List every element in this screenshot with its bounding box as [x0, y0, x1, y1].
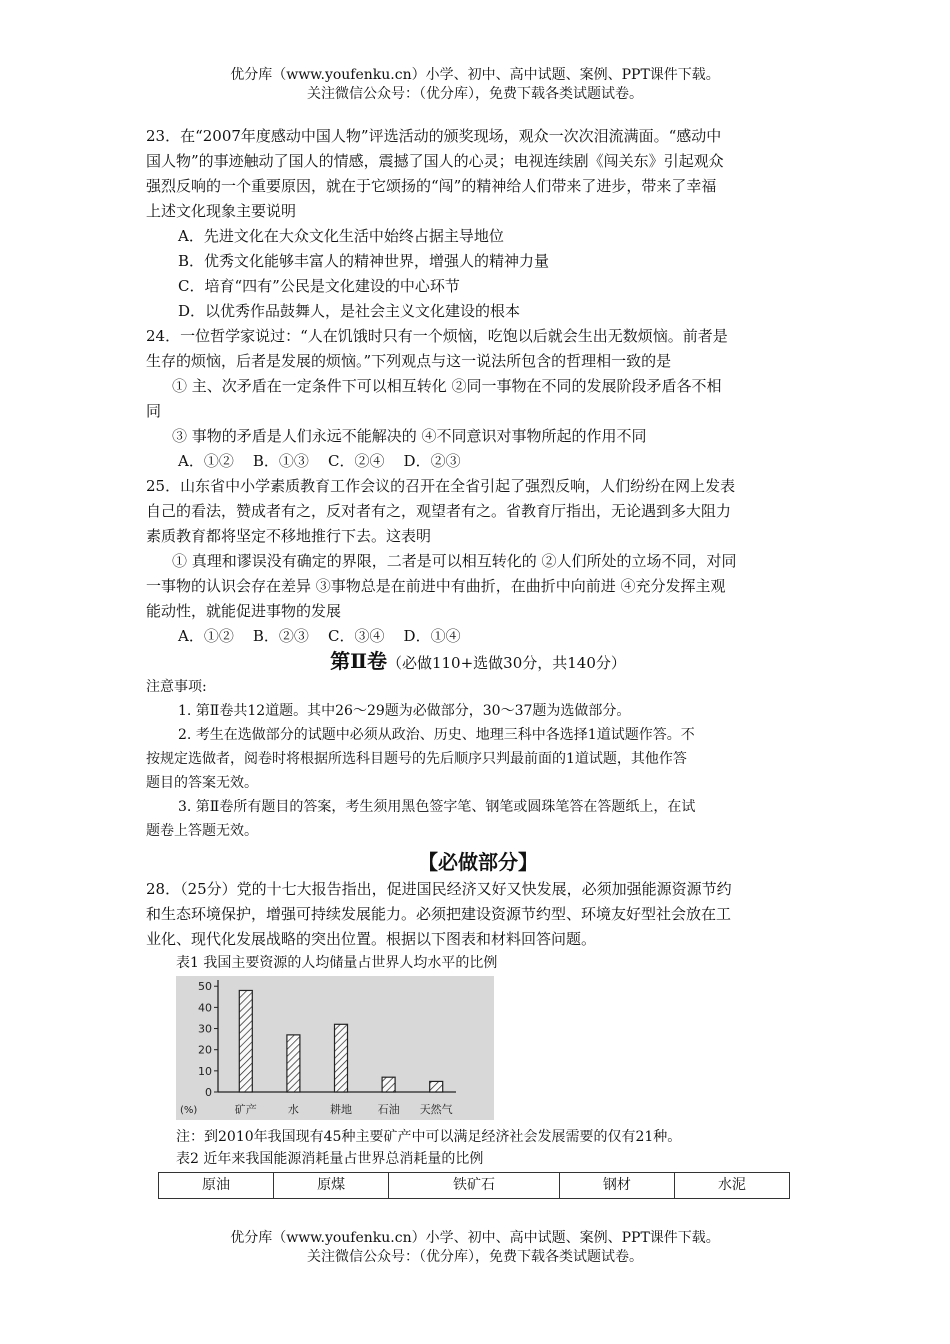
notice-item-2-cont: 按规定选做者，阅卷时将根据所选科目题号的先后顺序只判最前面的1道试题，其他作答	[146, 751, 687, 767]
notice-item-1: 1. 第Ⅱ卷共12道题。其中26～29题为必做部分，30～37题为选做部分。	[178, 703, 631, 719]
q23-stem-line: 国人物”的事迹触动了国人的情感，震撼了国人的心灵；电视连续剧《闯关东》引起观众	[146, 152, 724, 170]
q25-items-line: 能动性，就能促进事物的发展	[146, 602, 342, 620]
header-line-1: 优分库（www.youfenku.cn）小学、初中、高中试题、案例、PPT课件下载。	[230, 67, 720, 83]
y-tick-label: 30	[198, 1022, 212, 1036]
q25-stem-line: 素质教育都将坚定不移地推行下去。这表明	[146, 527, 432, 545]
y-tick-label: 40	[198, 1001, 212, 1015]
y-tick-label: 20	[198, 1043, 212, 1057]
chart-labels	[180, 980, 453, 1116]
exam-content	[146, 124, 810, 1199]
q28-note: 注：到2010年我国现有45种主要矿产中可以满足经济社会发展需要的仅有21种。	[176, 1129, 682, 1145]
footer-line-1: 优分库（www.youfenku.cn）小学、初中、高中试题、案例、PPT课件下载。	[230, 1230, 720, 1246]
notice-block	[146, 675, 810, 843]
q28-stem-line: 业化、现代化发展战略的突出位置。根据以下图表和材料回答问题。	[146, 930, 597, 948]
q24-stem-line: 生存的烦恼，后者是发展的烦恼。”下列观点与这一说法所包含的哲理相一致的是	[146, 352, 672, 370]
q23-stem-line: 上述文化现象主要说明	[146, 202, 297, 220]
part2-title-line	[146, 649, 810, 675]
q25-items-line-1: ① 真理和谬误没有确定的界限，二者是可以相互转化的 ②人们所处的立场不同，对同	[172, 552, 737, 570]
page-footer	[0, 1229, 950, 1267]
footer-line-2: 关注微信公众号：（优分库），免费下载各类试题试卷。	[307, 1249, 643, 1265]
category-label: 石油	[377, 1103, 400, 1116]
q24-stem-line: 24．一位哲学家说过：“人在饥饿时只有一个烦恼，吃饱以后就会生出无数烦恼。前者是	[146, 327, 728, 345]
category-label: 矿产	[234, 1103, 257, 1116]
table1-caption: 表1 我国主要资源的人均储量占世界人均水平的比例	[176, 955, 498, 971]
q23-stem-line: 强烈反响的一个重要原因，就在于它颂扬的“闯”的精神给人们带来了进步，带来了幸福	[146, 177, 717, 195]
table2-header-cell: 原油	[159, 1173, 274, 1199]
q25-items-line: 一事物的认识会存在差异 ③事物总是在前进中有曲折，在曲折中向前进 ④充分发挥主观	[146, 577, 726, 595]
y-tick-label: 50	[198, 980, 212, 994]
table2	[158, 1172, 790, 1199]
table2-header-cell: 铁矿石	[389, 1173, 560, 1199]
y-axis-unit-label: (%)	[180, 1105, 198, 1116]
part2-subtitle: （必做110+选做30分，共140分）	[386, 654, 626, 672]
q28-stem-line: 28．（25分）党的十七大报告指出，促进国民经济又好又快发展，必须加强能源资源节约	[146, 880, 732, 898]
q23-option-c: C．培育“四有”公民是文化建设的中心环节	[178, 277, 460, 295]
q23-stem-line: 23．在“2007年度感动中国人物”评选活动的颁奖现场，观众一次次泪流满面。“感动中	[146, 127, 722, 145]
bar	[287, 1035, 300, 1092]
header-line-2: 关注微信公众号：（优分库），免费下载各类试题试卷。	[307, 86, 643, 102]
q25-answers: A．①② B．②③ C．③④ D．①④	[178, 627, 461, 645]
q28-stem-line: 和生态环境保护，增强可持续发展能力。必须把建设资源节约型、环境友好型社会放在工	[146, 905, 732, 923]
page-header	[0, 66, 950, 104]
q25-stem-line: 25．山东省中小学素质教育工作会议的召开在全省引起了强烈反响，人们纷纷在网上发表	[146, 477, 736, 495]
question-24	[146, 324, 810, 474]
y-tick-label: 10	[198, 1064, 212, 1078]
q24-answers: A．①② B．①③ C．②④ D．②③	[178, 452, 461, 470]
table2-header-cell: 水泥	[674, 1173, 789, 1199]
table2-header-cell: 原煤	[274, 1173, 389, 1199]
question-25	[146, 474, 810, 649]
table2-caption: 表2 近年来我国能源消耗量占世界总消耗量的比例	[176, 1151, 484, 1167]
category-label: 天然气	[419, 1103, 453, 1116]
notice-item-3: 3. 第Ⅱ卷所有题目的答案，考生须用黑色签字笔、钢笔或圆珠笔答在答题纸上，在试	[178, 799, 696, 815]
table2-header-row	[159, 1173, 790, 1199]
category-label: 水	[287, 1103, 299, 1116]
q24-items-line-1-cont: 同	[146, 402, 162, 420]
bar	[239, 990, 252, 1092]
q24-items-line-2: ③ 事物的矛盾是人们永远不能解决的 ④不同意识对事物所起的作用不同	[172, 427, 647, 445]
resource-bar-chart	[176, 976, 494, 1120]
q24-items-line-1: ① 主、次矛盾在一定条件下可以相互转化 ②同一事物在不同的发展阶段矛盾各不相	[172, 377, 722, 395]
bar	[382, 1077, 395, 1092]
notice-label: 注意事项:	[146, 679, 207, 695]
part2-title: 第Ⅱ卷	[330, 649, 387, 673]
question-28	[146, 877, 810, 1199]
q25-stem-line: 自己的看法，赞成者有之，反对者有之，观望者有之。省教育厅指出，无论遇到多大阻力	[146, 502, 732, 520]
bar	[430, 1081, 443, 1092]
bar	[335, 1024, 348, 1092]
q23-option-d: D．以优秀作品鼓舞人，是社会主义文化建设的根本	[178, 302, 521, 320]
q23-option-b: B．优秀文化能够丰富人的精神世界，增强人的精神力量	[178, 252, 550, 270]
y-tick-label: 0	[205, 1086, 212, 1099]
notice-item-2-cont: 题目的答案无效。	[146, 775, 258, 791]
q23-option-a: A．先进文化在大众文化生活中始终占据主导地位	[178, 227, 504, 245]
notice-item-3-cont: 题卷上答题无效。	[146, 823, 258, 839]
table2-header-cell: 钢材	[559, 1173, 674, 1199]
question-23	[146, 124, 810, 324]
notice-item-2: 2. 考生在选做部分的试题中必须从政治、历史、地理三科中各选择1道试题作答。不	[178, 727, 695, 743]
category-label: 耕地	[330, 1103, 352, 1116]
chart-bars	[239, 990, 442, 1092]
chart-svg	[176, 976, 494, 1120]
required-section-heading: 【必做部分】	[418, 850, 538, 874]
